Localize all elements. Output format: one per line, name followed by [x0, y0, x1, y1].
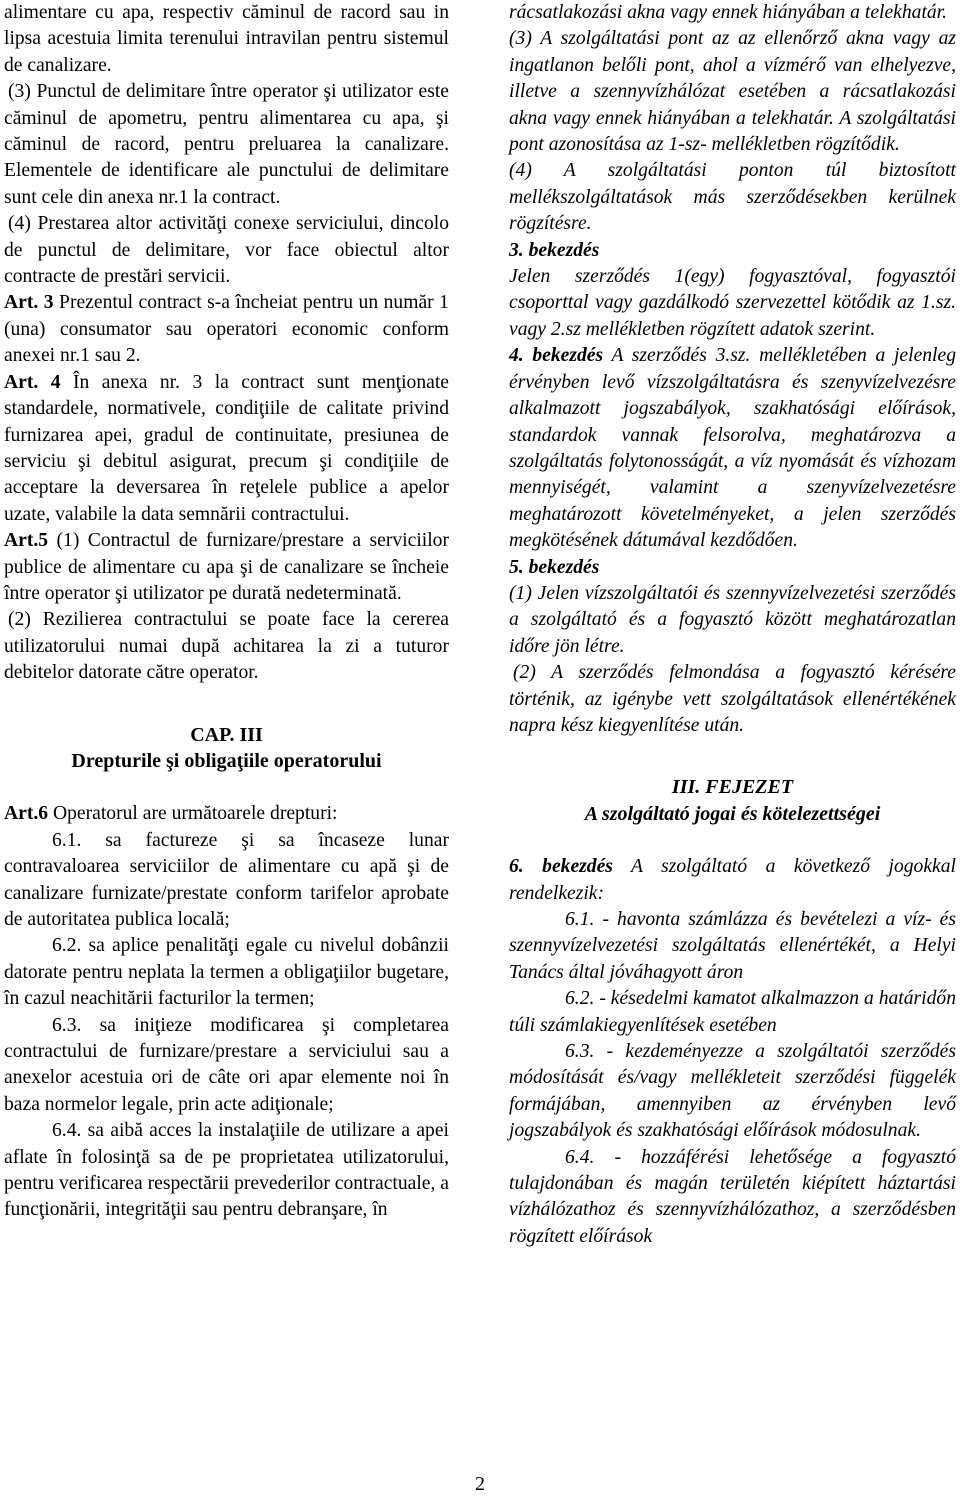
paragraph: (4) A szolgáltatási ponton túl biztosított mellékszolgáltatások más szerződésekben kerülnek rögzítésre.	[509, 160, 956, 235]
section-label-text: 5. bekezdés	[509, 556, 600, 578]
romanian-column	[4, 0, 449, 1224]
article-label: Art.6	[4, 803, 49, 825]
list-item: 6.3. - kezdeményezze a szolgáltatói szerződés módosítását és/vagy mellékleteit szerződési függelék formájában, amennyiben az érvényben levő jogszabályok és szakhatósági előírások módosulnak.	[509, 1041, 956, 1142]
article-text: Operatorul are următoarele drepturi:	[48, 803, 338, 825]
section-text: A szolgáltató a következő jogokkal rendelkezik:	[509, 856, 956, 904]
hungarian-column	[509, 0, 956, 1250]
section-6	[509, 854, 956, 907]
paragraph: (4) Prestarea altor activităţi conexe serviciului, dincolo de punctul de delimitare, vor face obiectul altor contracte de prestări servicii.	[4, 213, 449, 288]
list-item: 6.2. - késedelmi kamatot alkalmazzon a határidőn túli számlakiegyenlítések esetében	[509, 988, 956, 1036]
paragraph: rácsatlakozási akna vagy ennek hiányában a telekhatár.	[509, 2, 948, 23]
article-5	[4, 528, 449, 607]
section-label-text: 6. bekezdés	[509, 856, 613, 878]
paragraph: Jelen szerződés 1(egy) fogyasztóval, fogyasztói csoporttal vagy gazdálkodó szervezettel kötődik az 1.sz. vagy 2.sz mellékletben rögzített adatok szerint.	[509, 266, 956, 340]
article-label: Art.5	[4, 530, 49, 552]
list-item: 6.2. sa aplice penalităţi egale cu nivelul dobânzii datorate pentru neplata la termen a obligaţiilor bugetare, în cazul neachitării facturilor la termen;	[4, 935, 449, 1010]
section-label-text: 3. bekezdés	[509, 239, 600, 261]
article-text: Prezentul contract s-a încheiat pentru un număr 1 (una) consumator sau operatori economic conform anexei nr.1 sau 2.	[4, 292, 449, 367]
chapter-subtitle: Drepturile şi obligaţiile operatorului	[71, 749, 382, 772]
article-6	[4, 801, 449, 827]
page-number: 2	[475, 1473, 485, 1495]
list-item: 6.3. sa iniţieze modificarea şi completarea contractului de furnizare/prestare a serviciului sau a anexelor acestuia ori de câte ori apar elemente noi în baza normelor legale, prin acte adiţionale;	[4, 1014, 449, 1115]
paragraph: (2) Rezilierea contractului se poate face la cererea utilizatorului numai după achitarea la zi a tuturor debitelor datorate către operator.	[4, 609, 449, 684]
list-item: 6.4. - hozzáférési lehetősége a fogyasztó tulajdonában és magán területén kiépített háztartási vízhálózathoz és szennyvízhálózathoz, a szerződésben rögzített előírások	[509, 1146, 956, 1247]
paragraph: alimentare cu apa, respectiv căminul de racord sau in lipsa acestuia limita terenului intravilan pentru sistemul de canalizare.	[4, 2, 449, 76]
paragraph: (1) Jelen vízszolgáltatói és szennyvízelvezetési szerződés a szolgáltató és a fogyasztó között meghatározatlan időre jön létre.	[509, 582, 956, 657]
chapter-title: CAP. III	[190, 723, 263, 746]
paragraph: (3) A szolgáltatási pont az az ellenőrző akna vagy az ingatlanon belőli pont, ahol a vízmérő van elhelyezve, illetve a szennyvízhálózat esetében a rácsatlakozási akna vagy ennek hiányában a telekhatár. A szolgáltatási pont azonosítása az 1-sz- mellékletben rögzítődik.	[509, 28, 956, 156]
section-label-text: 4. bekezdés	[509, 345, 604, 367]
article-label: Art. 3	[4, 292, 54, 314]
article-text: În anexa nr. 3 la contract sunt menţionate standardele, normativele, condiţiile de calitate privind furnizarea apei, gradul de continuitate, presiunea de serviciu şi debitul asigurat, precum şi condiţiile de acceptare la deversarea în reţelele publice a apelor uzate, valabile la data semnării contractului.	[4, 371, 449, 525]
article-label: Art. 4	[4, 371, 61, 393]
list-item: 6.1. - havonta számlázza és bevételezi a víz- és szennyvízelvezetési szolgáltatás ellenértékét, a Helyi Tanács által jóváhagyott áron	[509, 909, 956, 983]
article-text: (1) Contractul de furnizare/prestare a serviciilor publice de alimentare cu apa şi de canalizare se încheie între operator şi utilizator pe durată nedeterminată.	[4, 530, 449, 604]
list-item: 6.4. sa aibă acces la instalaţiile de utilizare a apei aflate în folosinţă sa de pe proprietatea utilizatorului, pentru verificarea respectării prevederilor contractuale, a funcţionării, integrităţii sau pentru debranşare, în	[4, 1120, 449, 1221]
section-text: A szerződés 3.sz. mellékletében a jelenleg érvényben levő vízszolgáltatásra és szenyvízelvezésre alkalmazott jogszabályok, szakhatósági előírások, standardok vannak felsorolva, meghatározva a szolgáltatás folytonosságát, a víz nyomását és vízhozam mennyiségét, valamint a szenyvízelvezetésre meghatározott követelményeket, a jelen szerződés megkötésének dátumával kezdődően.	[509, 345, 956, 552]
chapter-title: III. FEJEZET	[671, 776, 794, 799]
section-4	[509, 343, 956, 554]
article-3	[4, 290, 449, 369]
chapter-subtitle: A szolgáltató jogai és kötelezettségei	[584, 802, 881, 825]
section-label	[509, 238, 956, 264]
paragraph: (3) Punctul de delimitare între operator şi utilizator este căminul de apometru, pentru alimentarea cu apa, şi căminul de racord, pentru preluarea la canalizare. Elementele de identificare ale punctului de delimitare sunt cele din anexa nr.1 la contract.	[4, 81, 449, 208]
section-label	[509, 555, 956, 581]
paragraph: (2) A szerződés felmondása a fogyasztó kérésére történik, az igénybe vett szolgáltatások ellenértékének napra kész kiegyenlítése után.	[509, 662, 956, 736]
list-item: 6.1. sa factureze şi sa încaseze lunar contravaloarea serviciilor de alimentare cu apă şi de canalizare furnizate/prestate conform tarifelor aprobate de autoritatea publica locală;	[4, 829, 449, 930]
article-4	[4, 370, 449, 528]
